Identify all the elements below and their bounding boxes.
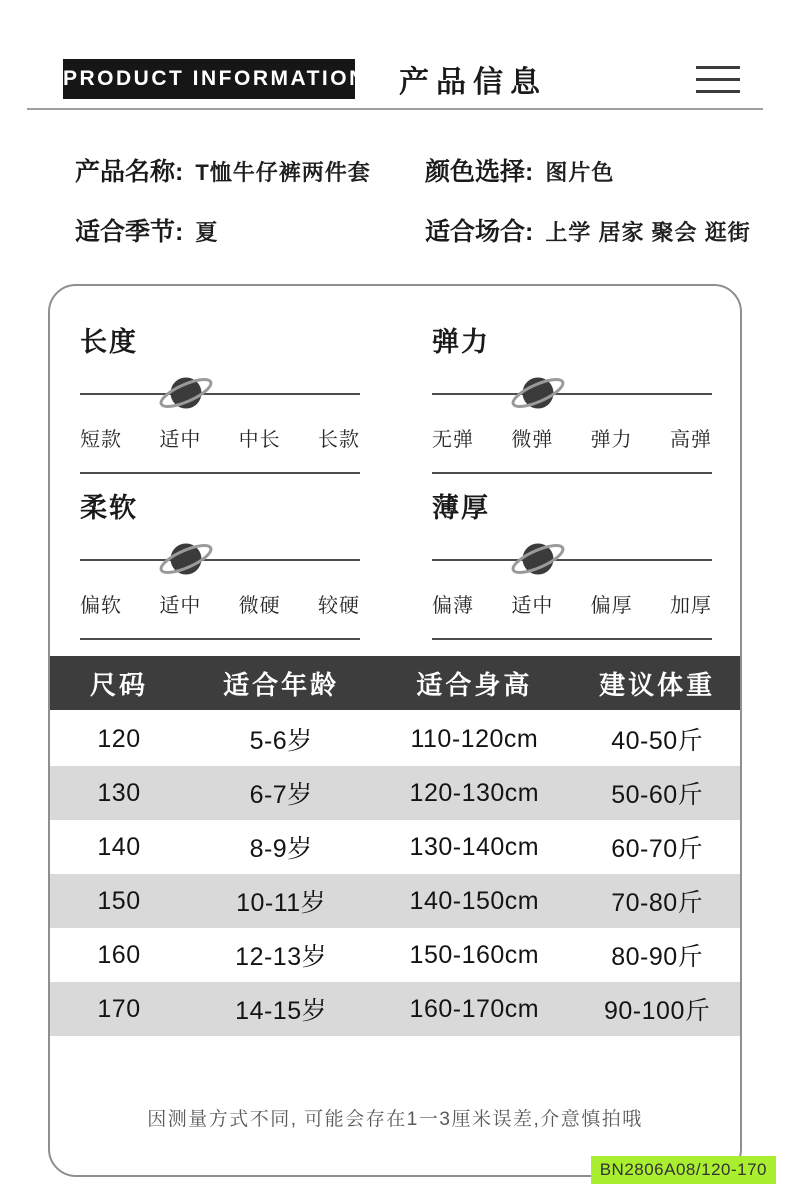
slider-label: 偏薄: [432, 595, 474, 617]
detail-value: 夏: [195, 220, 219, 245]
slider-group-length: [80, 310, 360, 474]
slider-track: [432, 363, 712, 423]
slider-title: 薄厚: [432, 493, 490, 523]
size-cell: 140: [97, 832, 141, 861]
slider-label: 中长: [238, 429, 281, 451]
size-row-120: [50, 712, 740, 766]
slider-separator: [432, 638, 712, 640]
slider-label: 短款: [80, 429, 122, 451]
slider-label: 适中: [159, 595, 202, 617]
slider-label: 弹力: [590, 429, 633, 451]
slider-label: 偏软: [80, 595, 122, 617]
attribute-sliders: [50, 286, 740, 642]
detail-label: 产品名称:: [75, 158, 184, 186]
slider-track: [80, 363, 360, 423]
planet-icon: [507, 535, 569, 583]
size-row-150: [50, 874, 740, 928]
measurement-note: 因测量方式不同, 可能会存在1一3厘米误差,介意慎拍哦: [147, 1109, 643, 1130]
slider-label: 适中: [159, 429, 202, 451]
size-table-header: [50, 656, 740, 712]
column-header: 尺码: [89, 669, 148, 700]
detail-product-name: [75, 152, 425, 188]
size-cell: 5-6岁: [249, 727, 313, 755]
hamburger-menu-icon[interactable]: [696, 62, 740, 97]
size-cell: 150: [97, 886, 141, 915]
detail-label: 适合场合:: [425, 218, 534, 246]
sku-code-tag: BN2806A08/120-170: [591, 1156, 776, 1184]
size-cell: 60-70斤: [611, 835, 704, 863]
slider-label: 较硬: [317, 595, 360, 617]
size-cell: 130-140cm: [409, 832, 540, 861]
size-row-160: [50, 928, 740, 982]
size-cell: 120: [97, 724, 141, 753]
slider-label: 无弹: [432, 429, 474, 451]
column-header: 建议体重: [599, 669, 716, 700]
size-cell: 10-11岁: [236, 889, 327, 917]
size-row-140: [50, 820, 740, 874]
slider-label: 高弹: [669, 429, 712, 451]
slider-title: 长度: [80, 327, 138, 357]
detail-value: 上学 居家 聚会 逛街: [545, 220, 751, 245]
page-title: 产品信息: [399, 66, 547, 99]
slider-label: 加厚: [669, 595, 712, 617]
size-cell: 160-170cm: [409, 994, 540, 1023]
size-cell: 70-80斤: [611, 889, 704, 917]
detail-value: 图片色: [545, 160, 615, 185]
slider-group-elasticity: [432, 310, 712, 474]
slider-label: 微弹: [511, 429, 554, 451]
size-cell: 130: [97, 778, 141, 807]
size-cell: 40-50斤: [611, 727, 704, 755]
slider-label: 适中: [511, 595, 554, 617]
column-header: 适合年龄: [223, 669, 340, 700]
detail-label: 颜色选择:: [425, 158, 534, 186]
size-cell: 12-13岁: [235, 943, 328, 971]
size-cell: 140-150cm: [409, 886, 540, 915]
size-cell: 170: [97, 994, 141, 1023]
size-cell: 160: [97, 940, 141, 969]
planet-icon: [155, 369, 217, 417]
slider-label: 偏厚: [590, 595, 633, 617]
slider-group-softness: [80, 476, 360, 640]
slider-separator: [80, 638, 360, 640]
product-information-badge: PRODUCT INFORMATION: [63, 59, 355, 99]
size-cell: 150-160cm: [409, 940, 540, 969]
planet-icon: [155, 535, 217, 583]
size-cell: 50-60斤: [611, 781, 704, 809]
size-cell: 90-100斤: [604, 997, 711, 1025]
page-header: [0, 0, 790, 101]
slider-label: 微硬: [238, 595, 281, 617]
size-cell: 14-15岁: [235, 997, 328, 1025]
detail-occasion: [425, 212, 770, 248]
size-row-130: [50, 766, 740, 820]
slider-title: 弹力: [432, 327, 490, 357]
size-cell: 8-9岁: [249, 835, 313, 863]
size-table: [50, 656, 740, 1036]
slider-track: [80, 529, 360, 589]
size-cell: 6-7岁: [249, 781, 313, 809]
planet-icon: [507, 369, 569, 417]
slider-separator: [432, 472, 712, 474]
size-cell: 120-130cm: [409, 778, 540, 807]
detail-color: [425, 152, 770, 188]
slider-title: 柔软: [80, 493, 138, 523]
detail-label: 适合季节:: [75, 218, 184, 246]
info-panel: [48, 284, 742, 1177]
detail-season: [75, 212, 425, 248]
header-divider: [27, 108, 763, 110]
column-header: 适合身高: [416, 669, 533, 700]
slider-group-thickness: [432, 476, 712, 640]
slider-track: [432, 529, 712, 589]
size-cell: 80-90斤: [611, 943, 704, 971]
slider-label: 长款: [317, 429, 360, 451]
product-details: [75, 152, 770, 248]
detail-value: T恤牛仔裤两件套: [195, 160, 371, 185]
slider-separator: [80, 472, 360, 474]
size-cell: 110-120cm: [410, 724, 539, 753]
size-row-170: [50, 982, 740, 1036]
